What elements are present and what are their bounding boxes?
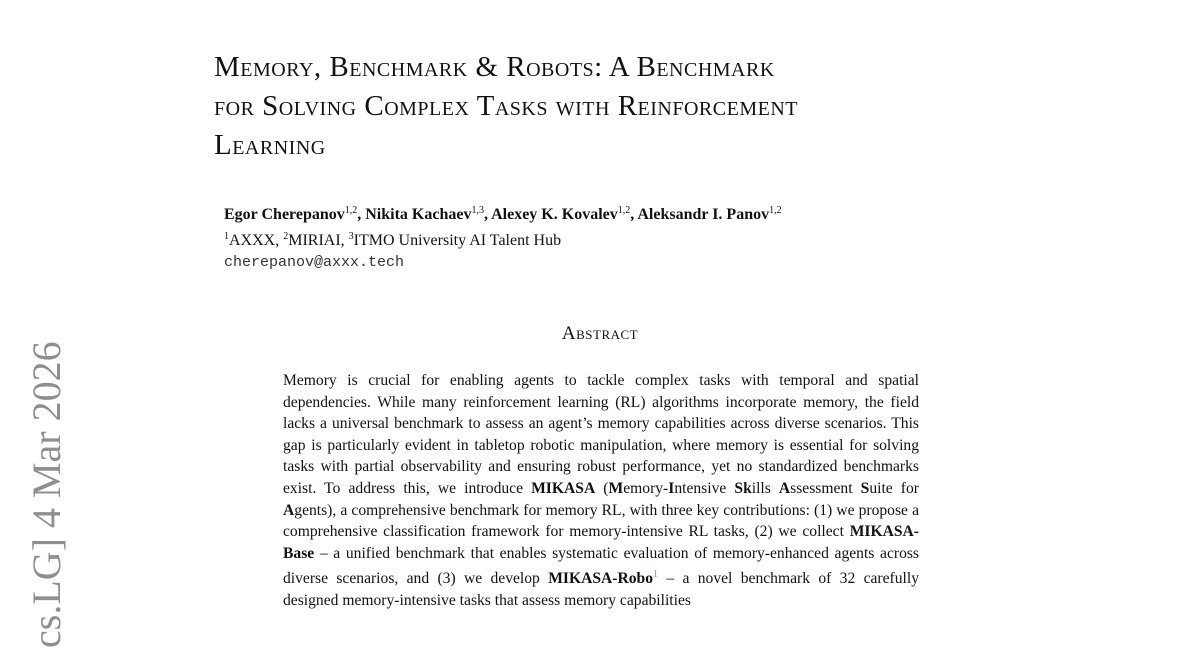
author-affiliation-mark: 1,3 [471, 205, 484, 216]
abstract-text: uite for [869, 479, 919, 497]
author-list [224, 200, 984, 226]
author-name: Aleksandr I. Panov [637, 206, 770, 223]
abstract-emphasis: MIKASA-Robo [548, 570, 654, 588]
abstract-text: emory- [623, 479, 669, 497]
author-name: Nikita Kachaev [365, 206, 472, 223]
author-separator: , [630, 206, 638, 223]
abstract-emphasis: MIKASA [531, 479, 596, 497]
abstract-text: ntensive [674, 479, 735, 497]
author-affiliation-mark: 1,2 [617, 205, 631, 216]
affiliation-name: AXXX, [229, 232, 284, 249]
author-block [224, 200, 984, 274]
author-affiliation-mark: 1,2 [769, 205, 782, 216]
title-line: for Solving Complex Tasks with Reinforcement [214, 90, 798, 122]
author-name: Alexey K. Kovalev [491, 206, 618, 223]
arxiv-sidebar-stamp: cs.LG] 4 Mar 2026 [24, 341, 69, 648]
abstract-text: ills [751, 479, 779, 497]
abstract-emphasis: A [283, 501, 295, 519]
affiliation-number: 1 [224, 231, 229, 242]
author-email[interactable]: cherepanov@axxx.tech [224, 254, 405, 271]
title-line: Memory, Benchmark & Robots: A Benchmark [214, 51, 775, 83]
footnote-link[interactable]: 1 [653, 569, 659, 581]
abstract-emphasis: I [668, 479, 675, 497]
paper-title [214, 48, 1014, 165]
abstract-text: – a unified benchmark that enables systematic evaluation of memory-enhanced agents across diverse scenarios, and (3) we develop [283, 544, 919, 588]
affiliation-number: 2 [283, 231, 289, 242]
abstract-emphasis: S [860, 479, 870, 497]
affiliation-name: MIRIAI, [288, 232, 349, 249]
abstract-text: gents), a comprehensive benchmark for memory RL, with three key contributions: (1) we propose a comprehensive classification framework for memory-intensive RL tasks, (2) we collect [283, 501, 919, 541]
author-affiliation-mark: 1,2 [344, 205, 358, 216]
abstract-heading: Abstract [561, 323, 639, 344]
abstract-text: – a novel benchmark of 32 carefully designed memory-intensive tasks that assess memory capabilities [283, 570, 919, 609]
abstract-text: ( [595, 479, 609, 497]
abstract-emphasis: A [778, 479, 791, 497]
abstract-text: Memory is crucial for enabling agents to tackle complex tasks with temporal and spatial dependencies. While many reinforcement learning (RL) algorithms incorporate memory, the field lacks a universal benchmark to assess an agent’s memory capabilities across diverse scenarios. This gap is particularly evident in tabletop robotic manipulation, where memory is essential for solving tasks with partial observability and ensuring robust performance, yet no standardized benchmarks exist. To address this, we introduce [283, 372, 919, 497]
author-separator: , [483, 206, 492, 223]
abstract-emphasis: M [608, 479, 624, 497]
title-line: Learning [214, 129, 326, 161]
affiliation-name: ITMO University AI Talent Hub [353, 232, 562, 249]
abstract-text: ssessment [790, 479, 861, 497]
affiliation-list [224, 226, 984, 252]
abstract-emphasis: Sk [734, 479, 752, 497]
author-separator: , [357, 206, 366, 223]
author-name: Egor Cherepanov [224, 206, 345, 223]
affiliation-number: 3 [348, 231, 354, 242]
abstract-emphasis: MIKASA-Base [283, 523, 919, 562]
abstract-body [283, 370, 919, 612]
